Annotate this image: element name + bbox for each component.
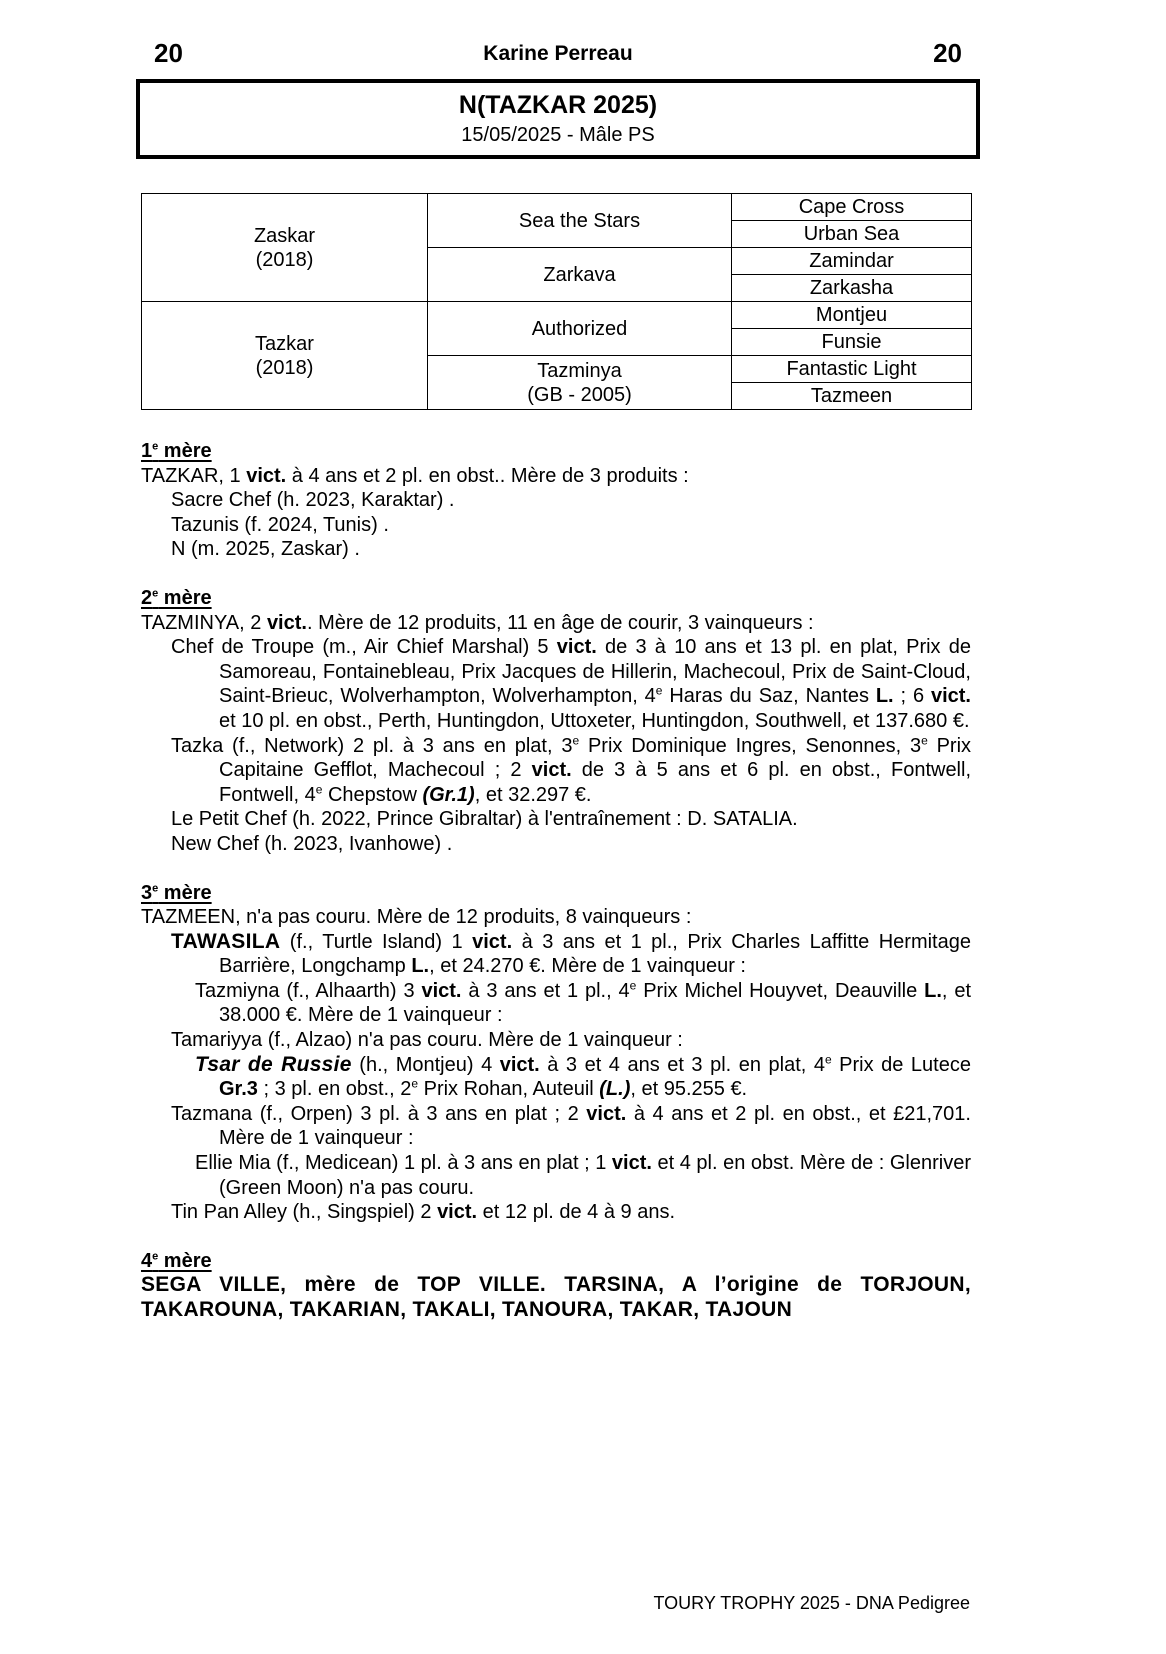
pedigree-sire	[142, 194, 428, 302]
produce-item: N (m. 2025, Zaskar) .	[171, 538, 360, 561]
pedigree-table	[141, 193, 972, 410]
section-second-dam	[141, 586, 971, 857]
section-title: 4e mère	[141, 1249, 212, 1272]
section-fourth-dam	[141, 1249, 971, 1323]
gen2-extra: (GB - 2005)	[527, 383, 632, 406]
page-footer: TOURY TROPHY 2025 - DNA Pedigree	[653, 1593, 970, 1613]
horse-title: N(TAZKAR 2025)	[458, 91, 658, 119]
page-header	[148, 38, 968, 70]
gen2-name: Tazminya	[537, 359, 622, 382]
produce-item: New Chef (h. 2023, Ivanhowe) .	[171, 832, 453, 855]
gen2-name: Sea the Stars	[518, 209, 641, 232]
dam-summary: TAZMEEN, n'a pas couru. Mère de 12 produits, 8 vainqueurs :	[141, 906, 692, 929]
fourth-dam-text: SEGA VILLE, mère de TOP VILLE. TARSINA, A l’origine de TORJOUN, TAKAROUNA, TAKARIAN, TAKALI, TANOURA, TAKAR, TAJOUN	[141, 1273, 971, 1321]
horse-subtitle: 15/05/2025 - Mâle PS	[461, 124, 655, 146]
section-title: 2e mère	[141, 586, 212, 609]
pedigree-gen3: Tazmeen	[732, 383, 972, 410]
pedigree-gen3: Fantastic Light	[732, 356, 972, 383]
produce-item: Tazmiyna (f., Alhaarth) 3 vict. à 3 ans et 1 pl., 4e Prix Michel Houyvet, Deauville L., et 38.000 €. Mère de 1 vainqueur :	[195, 978, 971, 1027]
dam-summary: TAZKAR, 1 vict. à 4 ans et 2 pl. en obst.. Mère de 3 produits :	[141, 464, 689, 487]
page-number-left: 20	[154, 38, 183, 68]
dam-lines	[141, 439, 971, 1347]
pedigree-gen2	[428, 248, 732, 302]
pedigree-gen2	[428, 356, 732, 410]
produce-item: Tsar de Russie (h., Montjeu) 4 vict. à 3 et 4 ans et 3 pl. en plat, 4e Prix de Lutece Gr.3 ; 3 pl. en obst., 2e Prix Rohan, Auteuil (L.), et 95.255 €.	[195, 1052, 971, 1101]
produce-item: Ellie Mia (f., Medicean) 1 pl. à 3 ans en plat ; 1 vict. et 4 pl. en obst. Mère de : Glenriver (Green Moon) n'a pas couru.	[195, 1152, 971, 1199]
section-title: 1e mère	[141, 440, 212, 462]
produce-item: Tazunis (f. 2024, Tunis) .	[171, 513, 389, 536]
author-name: Karine Perreau	[483, 42, 633, 65]
title-box	[136, 79, 980, 159]
page-number-right: 20	[933, 38, 962, 68]
sire-name: Zaskar	[253, 224, 316, 247]
section-third-dam	[141, 881, 971, 1225]
produce-item: Tamariyya (f., Alzao) n'a pas couru. Mère de 1 vainqueur :	[171, 1029, 683, 1052]
produce-item: Sacre Chef (h. 2023, Karaktar) .	[171, 489, 455, 512]
sire-year: (2018)	[255, 248, 314, 271]
produce-item: TAWASILA (f., Turtle Island) 1 vict. à 3 ans et 1 pl., Prix Charles Laffitte Hermitage Barrière, Longchamp L., et 24.270 €. Mère de 1 vainqueur :	[171, 929, 971, 978]
pedigree-gen3: Cape Cross	[732, 194, 972, 221]
gen2-name: Zarkava	[543, 263, 616, 286]
produce-item: Tazka (f., Network) 2 pl. à 3 ans en plat, 3e Prix Dominique Ingres, Senonnes, 3e Prix Capitaine Gefflot, Machecoul ; 2 vict. de 3 à 5 ans et 6 pl. en obst., Fontwell, Fontwell, 4e Chepstow (Gr.1), et 32.297 €.	[171, 732, 972, 806]
dam-year: (2018)	[255, 356, 314, 379]
pedigree-gen3: Montjeu	[732, 302, 972, 329]
produce-item: Tin Pan Alley (h., Singspiel) 2 vict. et 12 pl. de 4 à 9 ans.	[171, 1201, 676, 1224]
pedigree-gen3: Zarkasha	[732, 275, 972, 302]
pedigree-gen3: Urban Sea	[732, 221, 972, 248]
produce-item: Tazmana (f., Orpen) 3 pl. à 3 ans en plat ; 2 vict. à 4 ans et 2 pl. en obst., et £21,701. Mère de 1 vainqueur :	[171, 1102, 971, 1150]
dam-name: Tazkar	[255, 332, 314, 355]
gen2-name: Authorized	[531, 317, 628, 340]
section-first-dam	[141, 439, 971, 562]
dam-summary: TAZMINYA, 2 vict.. Mère de 12 produits, 11 en âge de courir, 3 vainqueurs :	[141, 611, 814, 634]
section-title: 3e mère	[141, 881, 212, 904]
pedigree-gen3: Zamindar	[732, 248, 972, 275]
pedigree-gen2	[428, 194, 732, 248]
pedigree-gen3: Funsie	[732, 329, 972, 356]
produce-item: Chef de Troupe (m., Air Chief Marshal) 5 vict. de 3 à 10 ans et 13 pl. en plat, Prix de Samoreau, Fontainebleau, Prix Jacques de Hillerin, Machecoul, Prix de Saint-Cloud, Saint-Brieuc, Wolverhampton, Wolverhampton, 4e Haras du Saz, Nantes L. ; 6 vict. et 10 pl. en obst., Perth, Huntingdon, Uttoxeter, Huntingdon, Southwell, et 137.680 €.	[171, 636, 972, 732]
pedigree-dam	[142, 302, 428, 410]
produce-item: Le Petit Chef (h. 2022, Prince Gibraltar) à l'entraînement : D. SATALIA.	[171, 808, 798, 831]
pedigree-gen2	[428, 302, 732, 356]
